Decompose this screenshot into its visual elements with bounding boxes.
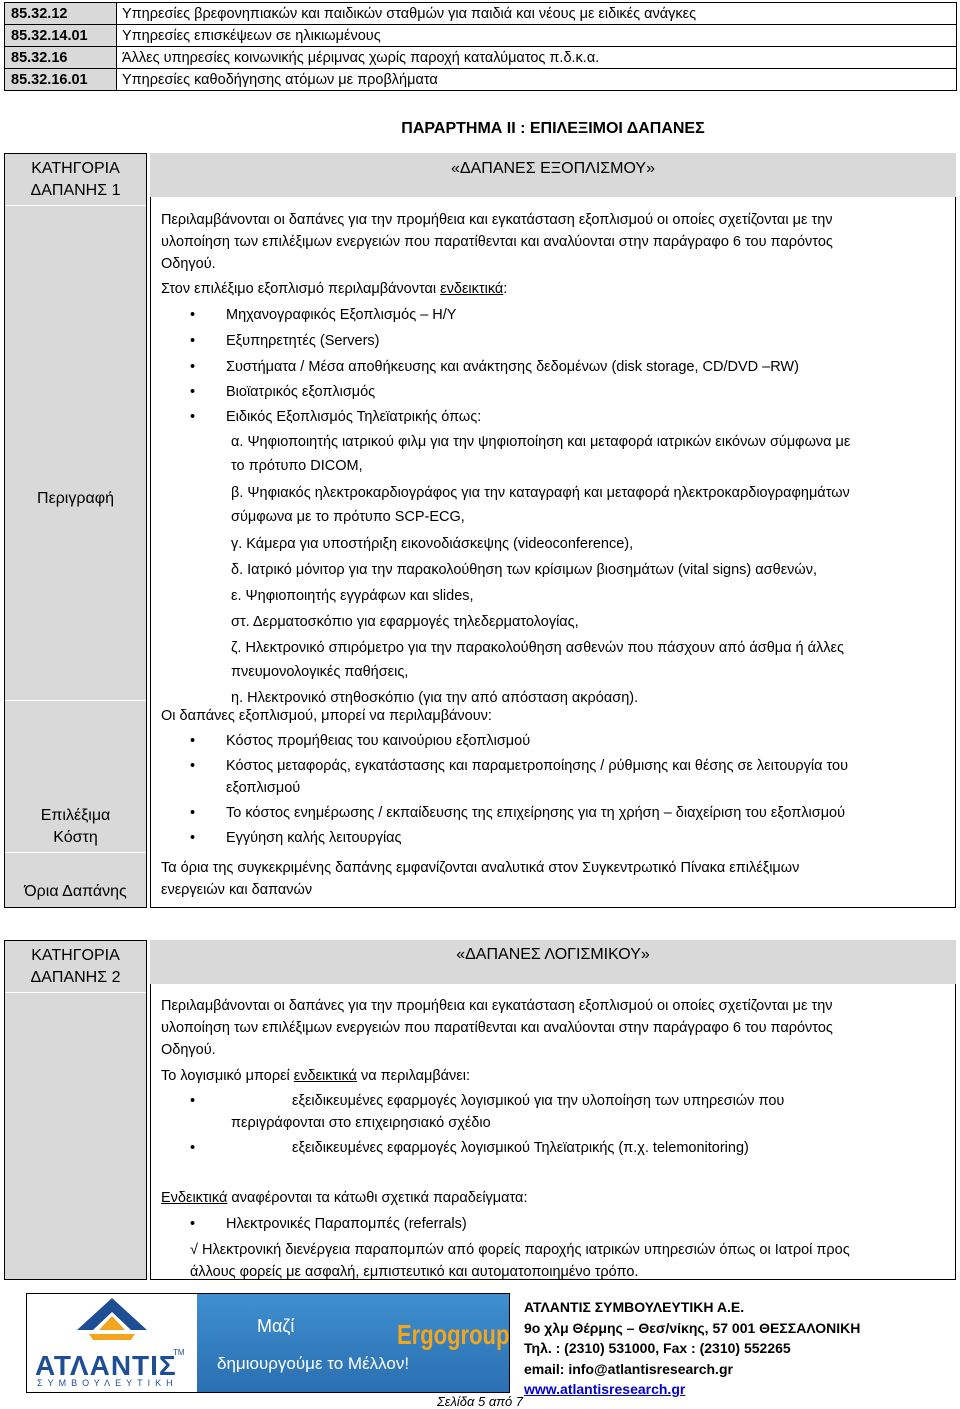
company-address: 9ο χλμ Θέρμης – Θεσ/νίκης, 57 001 ΘΕΣΣΑΛΟΝΙΚΗ [524,1319,861,1336]
software-lead: Το λογισμικό μπορεί ενδεικτικά να περιλαμβάνει: [161,1068,471,1084]
sub-item: πνευμονολογικές παθήσεις, [231,664,409,680]
activity-description: Άλλες υπηρεσίες κοινωνικής μέριμνας χωρίς παροχή καταλύματος π.δ.κ.α. [117,47,957,69]
category-2-label-line1: ΚΑΤΗΓΟΡΙΑ [31,947,120,964]
category-2-intro [161,995,946,1061]
sub-item: το πρότυπο DICOM, [231,458,363,474]
category-1-label-line2: ΔΑΠΑΝΗΣ 1 [30,182,121,199]
divider [5,205,146,206]
banner-together: Μαζί [257,1316,295,1336]
appendix-title: ΠΑΡΑΡΤΗΜΑ ΙΙ : ΕΠΙΛΕΞΙΜΟΙ ΔΑΠΑΝΕΣ [401,120,705,137]
sub-item: α. Ψηφιοποιητής ιατρικού φιλμ για την ψηφιοποίηση και μεταφορά ιατρικών εικόνων σύμφωνα με [231,434,851,450]
company-email[interactable]: email: info@atlantisresearch.gr [524,1360,733,1377]
activity-description: Υπηρεσίες καθοδήγησης ατόμων με προβλήματα [117,69,957,91]
intro-line: υλοποίηση των επιλέξιμων ενεργειών που παρατίθενται και αναλύονται στην παράγραφο 6 του παρόντος [161,1020,833,1036]
sub-item: ε. Ψηφιοποιητής εγγράφων και slides, [231,588,474,604]
activity-code: 85.32.16 [5,47,117,69]
sub-item: γ. Κάμερα για υποστήριξη εικονοδιάσκεψης (videoconference), [231,536,634,552]
ergogroup-logo: Ergogroup [397,1318,510,1350]
divider [5,992,146,993]
page-number: Σελίδα 5 από 7 [436,1394,524,1409]
company-website-link[interactable]: www.atlantisresearch.gr [524,1381,686,1397]
lead-underlined: ενδεικτικά [440,281,504,297]
atlantis-emblem-icon [27,1294,197,1354]
sub-item: ζ. Ηλεκτρονικό σπιρόμετρο για την παρακολούθηση ασθενών που πάσχουν από άσθμα ή άλλες [231,640,844,656]
eligible-costs-label-line1: Επιλέξιμα [40,807,111,824]
divider [5,852,146,853]
activity-description: Υπηρεσίες επισκέψεων σε ηλικιωμένους [117,25,957,47]
table-row [5,25,957,47]
activity-code: 85.32.16.01 [5,69,117,91]
table-row [5,3,957,25]
category-2-title: «ΔΑΠΑΝΕΣ ΛΟΓΙΣΜΙΚΟΥ» [150,940,956,984]
example-detail: √ Ηλεκτρονική διενέργεια παραπομπών από φορείς παροχής ιατρικών υπηρεσιών όπως οι Ιατροί προς άλλους φορείς με ασφαλή, εμπιστευτικό και αυτοματοποιημένο τρόπο. [190,1242,850,1280]
atlantis-wordmark: ΑΤΛΑΝΤΙΣ [35,1350,177,1381]
table-row [5,47,957,69]
cost-limits-label: Όρια Δαπάνης [24,883,127,900]
footer-logo-banner [26,1293,510,1393]
sub-item: η. Ηλεκτρονικό στηθοσκόπιο (για την από απόσταση ακρόαση). [231,690,639,706]
list-item-continuation: εξοπλισμού [226,780,301,796]
intro-line: Περιλαμβάνονται οι δαπάνες για την προμήθεια και εγκατάσταση εξοπλισμού οι οποίες σχετίζονται με την [161,998,833,1014]
atlantis-logo [27,1294,197,1392]
costs-lead: Οι δαπάνες εξοπλισμού, μπορεί να περιλαμβάνουν: [161,708,492,724]
intro-line: Οδηγού. [161,256,216,272]
category-1-intro [161,209,946,275]
ergogroup-banner [197,1294,509,1392]
category-1-sidebar [4,153,147,908]
cost-limits-text: Τα όρια της συγκεκριμένης δαπάνης εμφανίζονται αναλυτικά στον Συγκεντρωτικό Πίνακα επιλέξιμων ενεργειών και δαπανών [161,860,800,898]
examples-lead: Ενδεικτικά αναφέρονται τα κάτωθι σχετικά παραδείγματα: [161,1190,528,1206]
category-1-title: «ΔΑΠΑΝΕΣ ΕΞΟΠΛΙΣΜΟΥ» [150,153,956,197]
activity-code: 85.32.12 [5,3,117,25]
category-2-sidebar [4,940,147,1280]
list-item-continuation: περιγράφονται στο επιχειρησιακό σχέδιο [231,1115,491,1131]
sub-item: δ. Ιατρικό μόνιτορ για την παρακολούθηση των κρίσιμων βιοσημάτων (vital signs) ασθενών, [231,562,818,578]
sub-item: β. Ψηφιακός ηλεκτροκαρδιογράφος για την καταγραφή και μεταφορά ηλεκτροκαρδιογραφημάτων [231,485,850,501]
intro-line: Οδηγού. [161,1042,216,1058]
intro-line: Περιλαμβάνονται οι δαπάνες για την προμήθεια και εγκατάσταση εξοπλισμού οι οποίες σχετίζονται με την [161,212,833,228]
banner-slogan: δημιουργούμε το Μέλλον! [217,1354,410,1373]
telemedicine-sublist [231,430,941,710]
equipment-lead [161,278,946,300]
activity-description: Υπηρεσίες βρεφονηπιακών και παιδικών σταθμών για παιδιά και νέους με ειδικές ανάγκες [117,3,957,25]
description-label: Περιγραφή [37,490,114,507]
document-page: 85.32.12 Υπηρεσίες βρεφονηπιακών και παιδικών σταθμών για παιδιά και νέους με ειδικές ανάγκες 85.32.14.01 Υπηρεσίες επισκέψεων σε ηλικιωμένους 85.32.16 Άλλες υπηρεσίες κοινωνικής μέριμνας χωρίς παροχή καταλύματος π.δ.κ.α. 85.32.16.01 Υπηρεσίες καθοδήγησης ατόμων με προβλήματα ΠΑΡΑΡΤΗΜΑ ΙΙ : ΕΠΙΛΕΞΙΜΟΙ ΔΑΠΑΝΕΣ ΚΑΤΗΓΟΡΙΑ ΔΑΠΑΝΗΣ 1 Περιγραφή Επιλέξιμα Κόστη Όρια Δαπάνης «ΔΑΠΑΝΕΣ ΕΞΟΠΛΙΣΜΟΥ» Περιλαμβάνονται οι δαπάνες για την προμήθεια και εγκατάσταση εξοπλισμού οι οποίες σχετίζονται με την υλοποίηση των επιλέξιμων ενεργειών που παρατίθενται και αναλύονται στην παράγραφο 6 του παρόντος Οδηγού. Στον επιλέξιμο εξοπλισμό περιλαμβάνονται ενδεικτικά: Μηχανογραφικός Εξοπλισμός – Η/Υ Εξυπηρετητές (Servers) Συστήματα / Μέσα αποθήκευσης και ανάκτησης δεδομένων (disk storage, CD/DVD –RW) Βιοϊατρικός εξοπλισμός Ειδικός Εξοπλισμός Τηλεϊατρικής όπως: α. Ψηφιοποιητής ιατρικού φιλμ για την ψηφιοποίηση και μεταφορά ιατρικών εικόνων σύμφωνα με το πρότυπο DICOM, β. Ψηφιακός ηλεκτροκαρδιογράφος για την καταγραφή και μεταφορά ηλεκτροκαρδιογραφημάτων σύμφωνα με το πρότυπο SCP-ECG, γ. Κάμερα για υποστήριξη εικονοδιάσκεψης (videoconference), δ. Ιατρικό μόνιτορ για την παρακολούθηση των κρίσιμων βιοσημάτων (vital signs) ασθενών, ε. Ψηφιοποιητής εγγράφων και slides, στ. Δερματοσκόπιο για εφαρμογές τηλεδερματολογίας, ζ. Ηλεκτρονικό σπιρόμετρο για την παρακολούθηση ασθενών που πάσχουν από άσθμα ή άλλες πνευμονολογικές παθήσεις, η. Ηλεκτρονικό στηθοσκόπιο (για την από απόσταση ακρόαση). Οι δαπάνες εξοπλισμού, μπορεί να περιλαμβάνουν: Κόστος προμήθειας του καινούριου εξοπλισμού Κόστος μεταφοράς, εγκατάστασης και παραμετροποίησης / ρύθμισης και θέσης σε λειτουργία του εξοπλισμού Το κόστος ενημέρωσης / εκπαίδευσης της επιχείρησης για τη χρήση – διαχείριση του εξοπλισμού Εγγύηση καλής λειτουργίας Τα όρια της συγκεκριμένης δαπάνης εμφανίζονται αναλυτικά στον Συγκεντρωτικό Πίνακα επιλέξιμων ενεργειών και δαπανών ΚΑΤΗΓΟΡΙΑ ΔΑΠΑΝΗΣ 2 «ΔΑΠΑΝΕΣ ΛΟΓΙΣΜΙΚΟΥ» Περιλαμβάνονται οι δαπάνες για την προμήθεια και εγκατάσταση εξοπλισμού οι οποίες σχετίζονται με την υλοποίηση των επιλέξιμων ενεργειών που παρατίθενται και αναλύονται στην παράγραφο 6 του παρόντος Οδηγού. Το λογισμικό μπορεί ενδεικτικά να περιλαμβάνει: εξειδικευμένες εφαρμογές λογισμικού για την υλοποίηση των υπηρεσιών που περιγράφονται στο επιχειρησιακό σχέδιο εξειδικευμένες εφαρμογές λογισμικού Τηλεϊατρικής (π.χ. telemonitoring) Ενδεικτικά αναφέρονται τα κάτωθι σχετικά παραδείγματα: Ηλεκτρονικές Παραπομπές (referrals) √ Ηλεκτρονική διενέργεια παραπομπών από φορείς παροχής ιατρικών υπηρεσιών όπως οι Ιατροί προς άλλους φορείς με ασφαλή, εμπιστευτικό και αυτοματοποιημένο τρόπο. ΑΤΛΑΝΤΙΣ TM ΣΥΜΒΟΥΛΕΥΤΙΚΗ Μαζί δημιουργούμε το Μέλλον! Ergogroup ΑΤΛΑΝΤΙΣ ΣΥΜΒΟΥΛΕΥΤΙΚΗ Α.Ε. 9ο χλμ Θέρμης – Θεσ/νίκης, 57 001 ΘΕΣΣΑΛΟΝΙΚΗ Τηλ. : (2310) 531000, Fax : (2310) 552265 email: info@atlantisresearch.gr www.atlantisresearch.gr Σελίδα 5 από 7 [0,0,960,1409]
lead-text: : [503,281,508,297]
eligible-costs-label-line2: Κόστη [53,829,98,846]
activity-code: 85.32.14.01 [5,25,117,47]
activity-codes-table [4,2,957,91]
sub-item: στ. Δερματοσκόπιο για εφαρμογές τηλεδερματολογίας, [231,614,579,630]
company-name: ΑΤΛΑΝΤΙΣ ΣΥΜΒΟΥΛΕΥΤΙΚΗ Α.Ε. [524,1299,745,1315]
divider [5,700,146,701]
category-1-label-line1: ΚΑΤΗΓΟΡΙΑ [31,160,120,177]
company-contact-block [524,1297,860,1400]
sub-item: σύμφωνα με το πρότυπο SCP-ECG, [231,509,465,525]
atlantis-subtitle: ΣΥΜΒΟΥΛΕΥΤΙΚΗ [37,1378,178,1388]
lead-text: Στον επιλέξιμο εξοπλισμό περιλαμβάνονται [161,281,441,297]
category-2-label-line2: ΔΑΠΑΝΗΣ 2 [30,969,121,986]
company-phone: Τηλ. : (2310) 531000, Fax : (2310) 552265 [524,1340,791,1356]
trademark-mark: TM [173,1348,185,1357]
table-row [5,69,957,91]
intro-line: υλοποίηση των επιλέξιμων ενεργειών που παρατίθενται και αναλύονται στην παράγραφο 6 του παρόντος [161,234,833,250]
